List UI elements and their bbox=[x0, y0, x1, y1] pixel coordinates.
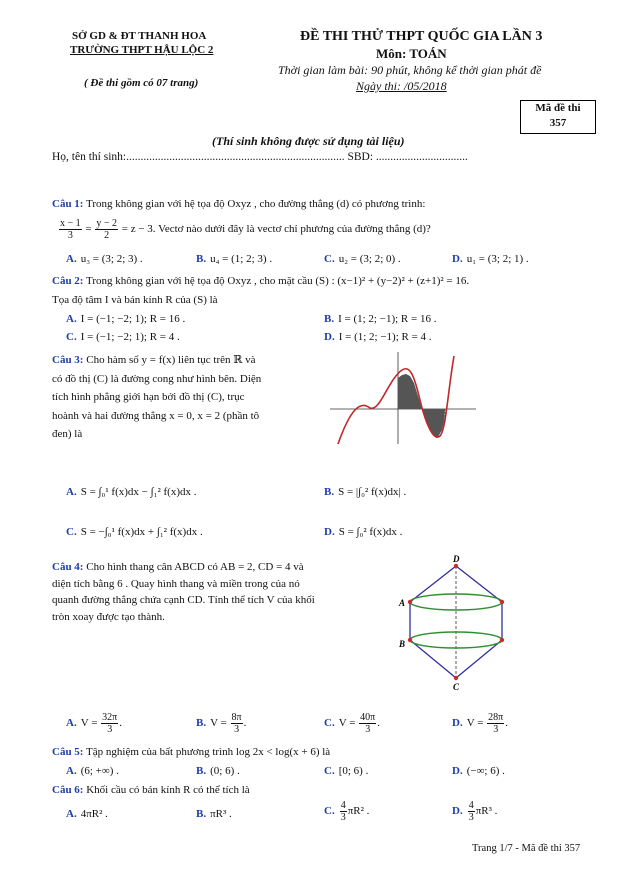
label-c: C bbox=[453, 682, 460, 692]
q6-option-a[interactable]: A. 4πR² . bbox=[66, 808, 108, 820]
q4-option-d[interactable]: D. V = $\frac{28\pi}{3}$ . bbox=[452, 712, 508, 735]
exam-code-value: 357 bbox=[549, 117, 567, 129]
subject: Môn: TOÁN bbox=[376, 46, 447, 61]
exam-date: Ngày thi: /05/2018 bbox=[356, 79, 447, 93]
question-4: Câu 4: Cho hình thang cân ABCD có AB = 2, CD = 4 và diện tích bằng 6 . Quay hình thang và miền trong của nó quanh đường thẳng chứa cạnh CD. Tính thể tích V của khối tròn xoay được tạo thành. bbox=[52, 561, 315, 623]
q1-option-b[interactable]: B. u₄ = (1; 2; 3) . bbox=[196, 253, 273, 265]
q5-option-d[interactable]: D. (−∞; 6) . bbox=[452, 765, 505, 777]
q6-option-c[interactable]: C. $\frac{4}{3}$ πR² . bbox=[324, 800, 370, 823]
q1-text: Trong không gian với hệ tọa độ Oxyz , cho đường thẳng (d) có phương trình: bbox=[86, 198, 426, 210]
q3-option-c[interactable]: C. S = −∫₀¹ f(x)dx + ∫₁² f(x)dx . bbox=[66, 526, 203, 538]
label-d: D bbox=[453, 554, 460, 564]
department: SỞ GD & ĐT THANH HOA bbox=[72, 30, 207, 42]
exam-code-label: Mã đề thi bbox=[535, 102, 581, 114]
q4-figure bbox=[392, 552, 518, 694]
school-name: TRƯỜNG THPT HẬU LỘC 2 bbox=[70, 44, 214, 56]
question-3: Câu 3: Cho hàm số y = f(x) liên tục trên ℝ và có đồ thị (C) là đường cong như hình bên. Diện tích hình phẳng giới hạn bởi đồ thị (C), trục hoành và hai đường thẳng x = 0, x = 2 (phần tô đen) là bbox=[52, 354, 262, 440]
question-5: Câu 5: Tập nghiệm của bất phương trình log 2x < log(x + 6) là bbox=[52, 746, 331, 758]
label-b: B bbox=[399, 639, 406, 649]
q2-option-a[interactable]: A. I = (−1; −2; 1); R = 16 . bbox=[66, 313, 186, 325]
q1-option-d[interactable]: D. u₁ = (3; 2; 1) . bbox=[452, 253, 529, 265]
exam-title: ĐỀ THI THỬ THPT QUỐC GIA LẦN 3 bbox=[300, 29, 543, 44]
candidate-line: Họ, tên thí sinh:............................................................................ SBD: ................................ bbox=[52, 151, 468, 163]
q2-text-2: Tọa độ tâm I và bán kính R của (S) là bbox=[52, 294, 218, 306]
q3-graph bbox=[330, 350, 478, 446]
q5-option-c[interactable]: C. [0; 6) . bbox=[324, 765, 369, 777]
q1-label: Câu 1: bbox=[52, 198, 84, 210]
q1-frac-y: $\frac{y - 2}{2}$ bbox=[96, 218, 117, 241]
pages-note: ( Đề thi gồm có 07 trang) bbox=[84, 77, 199, 89]
q6-option-d[interactable]: D. $\frac{4}{3}$ πR³ . bbox=[452, 800, 498, 823]
q1-equation: $\frac{x - 1}{3}$ = $\frac{y - 2}{2}$ = z − 3. Vectơ nào dưới đây là vectơ chỉ phương của đường thẳng (d)? bbox=[60, 218, 431, 241]
q6-option-b[interactable]: B. πR³ . bbox=[196, 808, 232, 820]
q3-option-b[interactable]: B. S = |∫₀² f(x)dx| . bbox=[324, 486, 407, 498]
question-1 bbox=[52, 198, 425, 210]
q4-option-c[interactable]: C. V = $\frac{40\pi}{3}$ . bbox=[324, 712, 380, 735]
q1-option-a[interactable]: A. u₃ = (3; 2; 3) . bbox=[66, 253, 143, 265]
q5-option-b[interactable]: B. (0; 6) . bbox=[196, 765, 240, 777]
q3-option-a[interactable]: A. S = ∫₀¹ f(x)dx − ∫₁² f(x)dx . bbox=[66, 486, 197, 498]
q1-frac-x: $\frac{x - 1}{3}$ bbox=[60, 218, 81, 241]
notice: (Thí sinh không được sử dụng tài liệu) bbox=[212, 134, 405, 148]
q5-option-a[interactable]: A. (6; +∞) . bbox=[66, 765, 119, 777]
q2-option-b[interactable]: B. I = (1; 2; −1); R = 16 . bbox=[324, 313, 437, 325]
q4-option-a[interactable]: A. V = $\frac{32\pi}{3}$ . bbox=[66, 712, 122, 735]
q2-option-d[interactable]: D. I = (1; 2; −1); R = 4 . bbox=[324, 331, 432, 343]
duration: Thời gian làm bài: 90 phút, không kể thời gian phát đề bbox=[278, 63, 542, 77]
q3-option-d[interactable]: D. S = ∫₀² f(x)dx . bbox=[324, 526, 403, 538]
label-a: A bbox=[399, 598, 406, 608]
exam-code-box bbox=[520, 100, 596, 134]
page-footer: Trang 1/7 - Mã đề thi 357 bbox=[472, 843, 581, 854]
question-6: Câu 6: Khối cầu có bán kính R có thể tích là bbox=[52, 784, 250, 796]
question-2: Câu 2: Trong không gian với hệ tọa độ Oxyz , cho mặt cầu (S) : (x−1)² + (y−2)² + (z+1)² = 16. bbox=[52, 275, 470, 287]
q1-option-c[interactable]: C. u₂ = (3; 2; 0) . bbox=[324, 253, 401, 265]
q2-option-c[interactable]: C. I = (−1; −2; 1); R = 4 . bbox=[66, 331, 180, 343]
q4-option-b[interactable]: B. V = $\frac{8\pi}{3}$ . bbox=[196, 712, 247, 735]
